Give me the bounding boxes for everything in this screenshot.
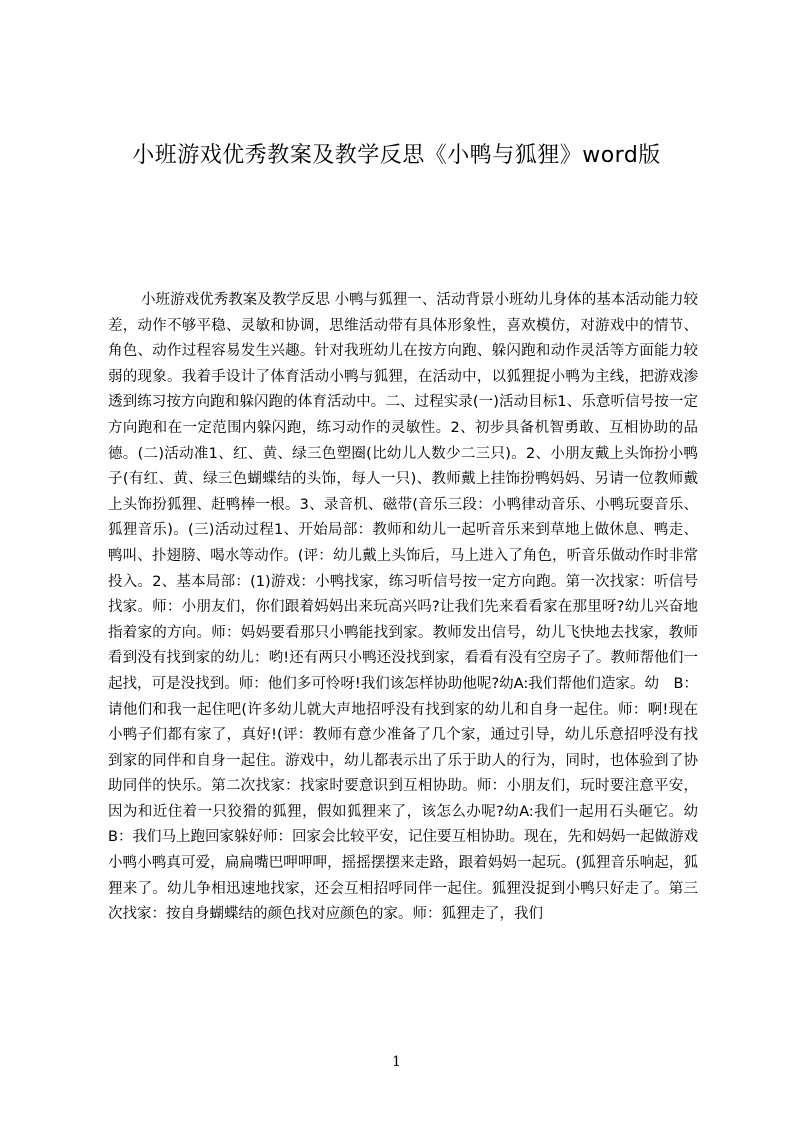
document-title: 小班游戏优秀教案及教学反思《小鸭与狐狸》word版	[132, 143, 661, 168]
body-paragraph: 小班游戏优秀教案及教学反思 小鸭与狐狸一、活动背景小班幼儿身体的基本活动能力较差，动作不够平稳、灵敏和协调，思维活动带有具体形象性，喜欢模仿，对游戏中的情节、角色、动作过程容易发生兴趣。针对我班幼儿在按方向跑、躲闪跑和动作灵活等方面能力较弱的现象。我着手设计了体育活动小鸭与狐狸，在活动中，以狐狸捉小鸭为主线，把游戏渗透到练习按方向跑和躲闪跑的体育活动中。二、过程实录(一)活动目标1、乐意听信号按一定方向跑和在一定范围内躲闪跑，练习动作的灵敏性。2、初步具备机智勇敢、互相协助的品德。(二)活动准1、红、黄、绿三色塑圈(比幼儿人数少二三只)。2、小朋友戴上头饰扮小鸭子(有红、黄、绿三色蝴蝶结的头饰，每人一只)、教师戴上挂饰扮鸭妈妈、另请一位教师戴上头饰扮狐狸、赶鸭棒一根。3、录音机、磁带(音乐三段：小鸭律动音乐、小鸭玩耍音乐、狐狸音乐)。(三)活动过程1、开始局部：教师和幼儿一起听音乐来到草地上做休息、鸭走、鸭叫、扑翅膀、喝水等动作。(评：幼儿戴上头饰后，马上进入了角色，听音乐做动作时非常投入。2、基本局部：(1)游戏：小鸭找家，练习听信号按一定方向跑。第一次找家：听信号找家。师：小朋友们，你们跟着妈妈出来玩高兴吗?让我们先来看看家在那里呀?幼儿兴奋地指着家的方向。师：妈妈要看那只小鸭能找到家。教师发出信号，幼儿飞快地去找家，教师看到没有找到家的幼儿：哟!还有两只小鸭还没找到家，看看有没有空房子了。教师帮他们一起找，可是没找到。师：他们多可怜呀!我们该怎样协助他呢?幼A:我们帮他们造家。幼 B：请他们和我一起住吧(许多幼儿就大声地招呼没有找到家的幼儿和自身一起住。师：啊!现在小鸭子们都有家了，真好!(评：教师有意少准备了几个家，通过引导，幼儿乐意招呼没有找到家的同伴和自身一起住。游戏中，幼儿都表示出了乐于助人的行为，同时，也体验到了协助同伴的快乐。第二次找家：找家时要意识到互相协助。师：小朋友们，玩时要注意平安，因为和近住着一只狡猾的狐狸，假如狐狸来了，该怎么办呢?幼A:我们一起用石头砸它。幼 B：我们马上跑回家躲好师：回家会比较平安，记住要互相协助。现在，先和妈妈一起做游戏小鸭小鸭真可爱，扁扁嘴巴呷呷呷，摇摇摆摆来走路，跟着妈妈一起玩。(狐狸音乐响起，狐狸来了。幼儿争相迅速地找家，还会互相招呼同伴一起住。狐狸没捉到小鸭只好走了。第三次找家：按自身蝴蝶结的颜色找对应颜色的家。师：狐狸走了，我们	[108, 292, 713, 923]
page-number: 1	[392, 1054, 401, 1070]
